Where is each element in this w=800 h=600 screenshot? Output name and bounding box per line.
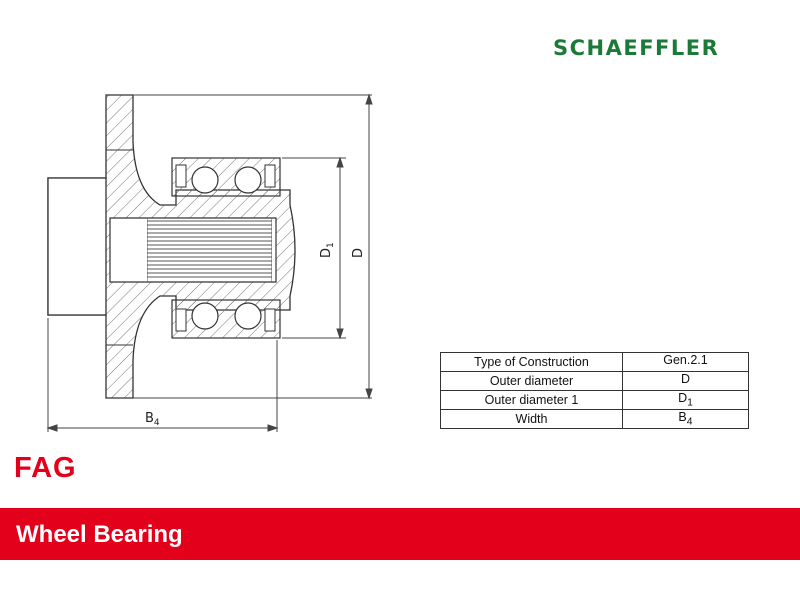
dim-label-b4: $B_4$ — [145, 411, 160, 428]
table-row — [441, 410, 749, 429]
spec-value: Gen.2.1 — [623, 353, 749, 372]
product-title: Wheel Bearing — [16, 521, 183, 548]
spec-value: $D_1$ — [623, 391, 749, 410]
product-banner — [0, 508, 800, 560]
schaeffler-logo: SCHAEFFLER — [553, 36, 720, 60]
spec-label: Outer diameter 1 — [441, 391, 623, 410]
spec-label: Outer diameter — [441, 372, 623, 391]
spec-table — [440, 352, 749, 429]
hub-section — [48, 95, 295, 398]
table-row — [441, 391, 749, 410]
lower-bearing — [172, 300, 280, 338]
spec-label: Width — [441, 410, 623, 429]
spec-label: Type of Construction — [441, 353, 623, 372]
dim-label-d: D — [351, 247, 366, 258]
table-row — [441, 372, 749, 391]
spec-value: $B_4$ — [623, 410, 749, 429]
dim-label-d1: $D_1$ — [319, 242, 336, 258]
fag-logo: FAG — [14, 452, 77, 484]
spec-value: D — [623, 372, 749, 391]
upper-bearing — [172, 158, 280, 196]
table-row — [441, 353, 749, 372]
